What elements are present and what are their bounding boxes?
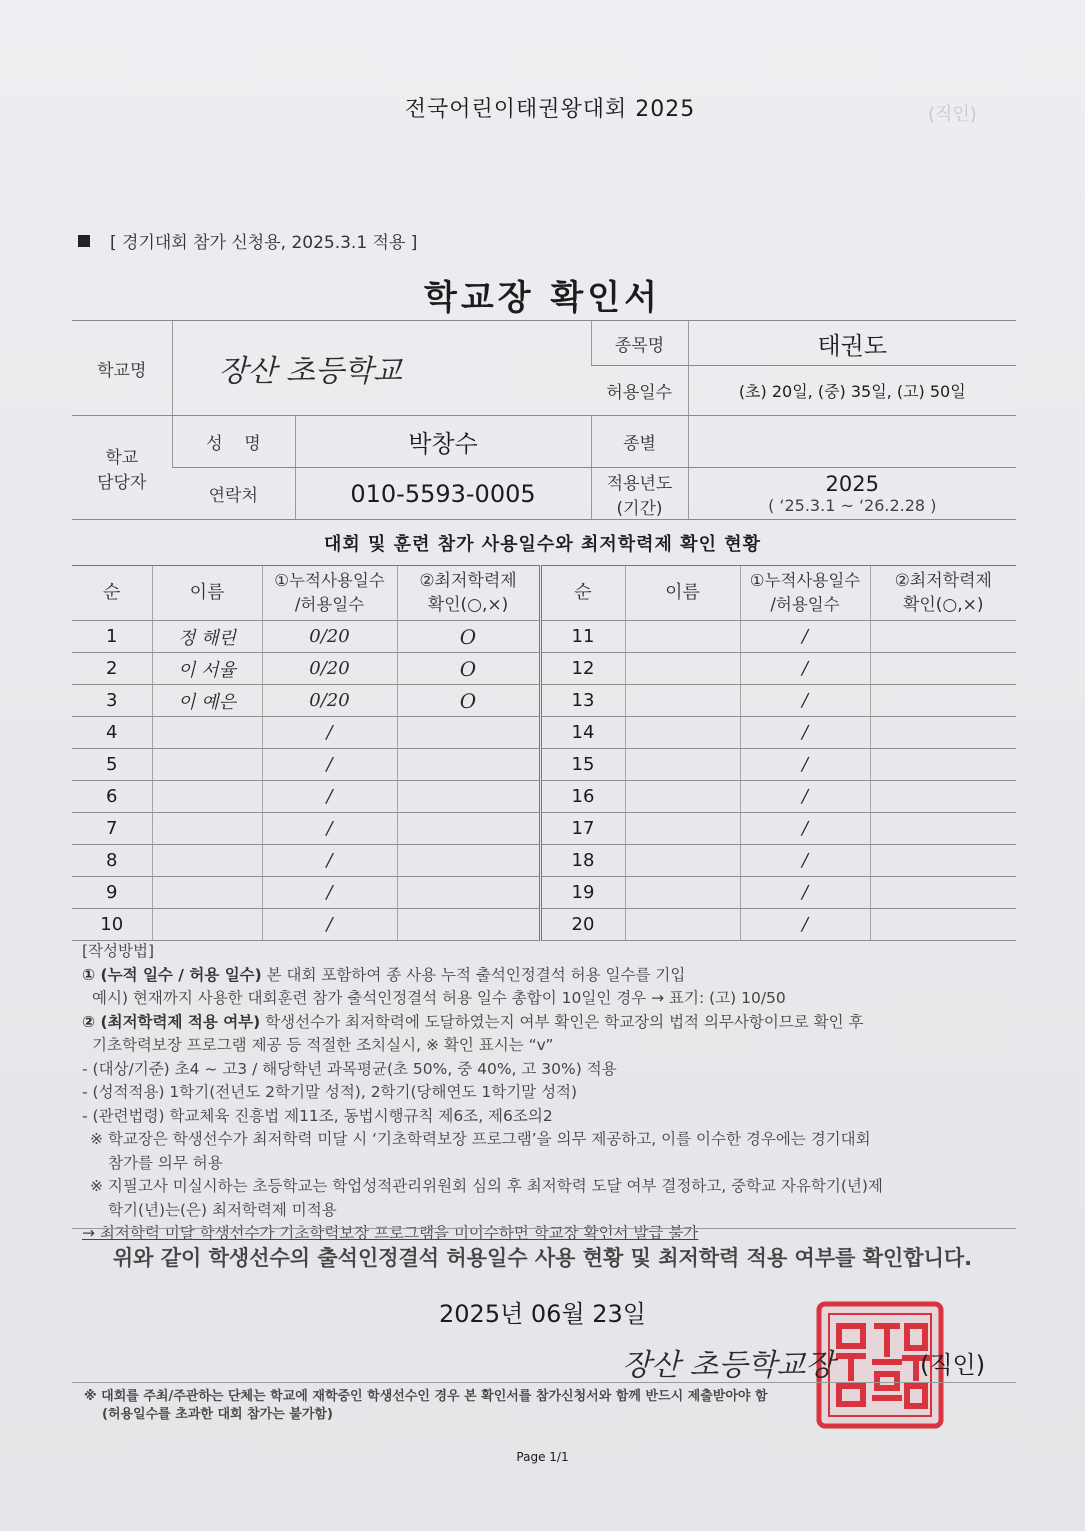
- row-number: 10: [72, 909, 152, 941]
- footer-note-line1: ※ 대회를 주최/주관하는 단체는 학교에 재학중인 학생선수인 경우 본 확인서를 참가신청서와 함께 반드시 제출받아야 함: [84, 1389, 768, 1404]
- athlete-name: 이 서율: [152, 653, 262, 685]
- issue-date: 2025년 06월 23일: [439, 1300, 646, 1328]
- year-cell: [688, 468, 1016, 520]
- table-row: [72, 845, 1016, 877]
- row-number: 19: [540, 877, 625, 909]
- roster-header-row: [72, 566, 1016, 621]
- min-academic-check: [397, 717, 540, 749]
- school-info-table: [72, 320, 1016, 520]
- days-used: /: [740, 813, 870, 845]
- min-academic-check: [870, 813, 1016, 845]
- row-number: 6: [72, 781, 152, 813]
- phone-cell: [295, 468, 591, 520]
- note-2-title: ② (최저학력제 적용 여부): [82, 1012, 261, 1031]
- athlete-name: 정 해린: [152, 621, 262, 653]
- footer-note: [84, 1388, 1014, 1424]
- confirmation-statement: 위와 같이 학생선수의 출석인정결석 허용일수 사용 현황 및 최저학력 적용 여부를 확인합니다.: [112, 1246, 973, 1270]
- min-academic-check: O: [397, 653, 540, 685]
- days-used: /: [740, 781, 870, 813]
- athlete-name: [152, 845, 262, 877]
- row-number: 7: [72, 813, 152, 845]
- min-academic-check: [870, 845, 1016, 877]
- days-used: /: [262, 717, 397, 749]
- year-label-line1: 적용년도: [606, 473, 673, 494]
- note-2: [82, 1011, 1012, 1035]
- writing-instructions: [82, 940, 1012, 1246]
- athlete-name: [625, 877, 740, 909]
- roster-header-no-right: 순: [540, 566, 625, 621]
- row-number: 5: [72, 749, 152, 781]
- athlete-name: [625, 845, 740, 877]
- row-number: 17: [540, 813, 625, 845]
- document-title: 학교장 확인서: [424, 278, 661, 318]
- days-used: /: [740, 749, 870, 781]
- name-cell: [295, 416, 591, 468]
- table-row: [72, 781, 1016, 813]
- athlete-name: [625, 685, 740, 717]
- row-number: 20: [540, 909, 625, 941]
- days-used: /: [740, 877, 870, 909]
- days-used: /: [262, 749, 397, 781]
- school-name-value: 장산 초등학교: [218, 354, 402, 389]
- athlete-name: [625, 717, 740, 749]
- note-grades: - (성적적용) 1학기(전년도 2학기말 성적), 2학기(당해연도 1학기말 성적): [82, 1083, 578, 1101]
- roster-header-check-right-line1: ②최저학력제: [894, 571, 992, 591]
- roster-header-days: [262, 566, 397, 621]
- roster-header-check-line2: 확인(○,×): [427, 595, 509, 615]
- athlete-name: [625, 621, 740, 653]
- table-row: [72, 621, 1016, 653]
- days-used: /: [740, 717, 870, 749]
- days-used: 0/20: [262, 653, 397, 685]
- contact-person-label: [72, 416, 172, 520]
- row-number: 18: [540, 845, 625, 877]
- bleed-through-text: (직인): [928, 104, 977, 125]
- days-used: 0/20: [262, 685, 397, 717]
- row-number: 2: [72, 653, 152, 685]
- name-label: 성 명: [172, 416, 295, 468]
- row-number: 12: [540, 653, 625, 685]
- min-academic-check: [397, 877, 540, 909]
- athlete-name: [625, 781, 740, 813]
- athlete-name: [152, 781, 262, 813]
- footer-note-line2: (허용일수를 초과한 대회 참가는 불가함): [102, 1407, 333, 1422]
- days-used: 0/20: [262, 621, 397, 653]
- days-used: /: [740, 621, 870, 653]
- name-value: 박창수: [408, 430, 478, 458]
- min-academic-check: [397, 845, 540, 877]
- note-1-text: 본 대회 포함하여 종 사용 누적 출석인정결석 허용 일수를 기입: [261, 965, 686, 984]
- document-label-text: [ 경기대회 참가 신청용, 2025.3.1 적용 ]: [110, 233, 418, 253]
- gender-label: 종별: [591, 416, 688, 468]
- athlete-name: [625, 749, 740, 781]
- year-value: 2025: [825, 472, 879, 496]
- square-bullet-icon: [78, 235, 90, 247]
- athlete-name: 이 예은: [152, 685, 262, 717]
- min-academic-check: O: [397, 621, 540, 653]
- days-used: /: [262, 909, 397, 941]
- note-principal-cont: 참가를 의무 허용: [108, 1153, 223, 1172]
- note-issuance: → 최저학력 미달 학생선수가 기초학력보장 프로그램을 미이수하면 학교장 확인서 발급 불가: [82, 1224, 699, 1242]
- table-row: [72, 909, 1016, 941]
- min-academic-check: [870, 877, 1016, 909]
- row-number: 8: [72, 845, 152, 877]
- section-title: 대회 및 훈련 참가 사용일수와 최저학력제 확인 현황: [323, 534, 761, 555]
- seal-label: (직인): [920, 1351, 986, 1379]
- row-number: 4: [72, 717, 152, 749]
- athlete-name: [152, 909, 262, 941]
- roster-header-days-right: [740, 566, 870, 621]
- roster-header-check-right: [870, 566, 1016, 621]
- note-1: [82, 964, 1012, 988]
- days-used: /: [262, 813, 397, 845]
- roster-header-days-line1: ①누적사용일수: [274, 571, 385, 590]
- min-academic-check: [870, 717, 1016, 749]
- document-label: [78, 228, 417, 253]
- page-number: Page 1/1: [516, 1450, 569, 1464]
- days-used: /: [262, 781, 397, 813]
- days-used: /: [262, 845, 397, 877]
- table-row: [72, 685, 1016, 717]
- min-academic-check: [870, 653, 1016, 685]
- table-row: [72, 717, 1016, 749]
- roster-body: [72, 621, 1016, 941]
- note-elementary: ※ 지필고사 미실시하는 초등학교는 학업성적관리위원회 심의 후 최저학력 도달 여부 결정하고, 중학교 자유학기(년)제: [90, 1177, 883, 1195]
- phone-value: 010-5593-0005: [350, 479, 536, 508]
- event-label: 종목명: [591, 321, 688, 366]
- note-1-title: ① (누적 일수 / 허용 일수): [82, 965, 262, 984]
- days-used: /: [740, 685, 870, 717]
- note-2-text: 학생선수가 최저학력에 도달하였는지 여부 확인은 학교장의 법적 의무사항이므로 확인 후: [260, 1012, 864, 1031]
- row-number: 15: [540, 749, 625, 781]
- divider: [72, 1228, 1016, 1229]
- days-used: /: [740, 909, 870, 941]
- roster-header-name: 이름: [152, 566, 262, 621]
- roster-header-no: 순: [72, 566, 152, 621]
- phone-label: 연락처: [172, 468, 295, 520]
- note-2-cont: 기초학력보장 프로그램 제공 등 적절한 조치실시, ※ 확인 표시는 “v”: [92, 1036, 554, 1054]
- athlete-name: [152, 717, 262, 749]
- row-number: 3: [72, 685, 152, 717]
- roster-header-days-right-line1: ①누적사용일수: [749, 571, 861, 590]
- min-academic-check: [870, 749, 1016, 781]
- days-used: /: [740, 845, 870, 877]
- roster-header-name-right: 이름: [625, 566, 740, 621]
- footer-divider: [72, 1382, 1016, 1383]
- days-used: /: [262, 877, 397, 909]
- min-academic-check: O: [397, 685, 540, 717]
- min-academic-check: [870, 685, 1016, 717]
- roster-header-check: [397, 566, 540, 621]
- gender-value: [688, 416, 1016, 468]
- school-name-cell: [172, 321, 591, 416]
- athlete-name: [625, 653, 740, 685]
- event-title: 전국어린이태권왕대회 2025: [404, 97, 696, 122]
- contact-person-label-line2: 담당자: [97, 472, 147, 493]
- contact-person-label-line1: 학교: [105, 447, 139, 468]
- table-row: [72, 653, 1016, 685]
- min-academic-check: [870, 909, 1016, 941]
- table-row: [72, 813, 1016, 845]
- year-label-line2: (기간): [616, 498, 663, 519]
- event-cell: [688, 321, 1016, 366]
- athlete-name: [152, 749, 262, 781]
- min-academic-check: [397, 813, 540, 845]
- note-elementary-cont: 학기(년)는(은) 최저학력제 미적용: [108, 1200, 337, 1219]
- athlete-name: [152, 877, 262, 909]
- roster-table: [72, 565, 1016, 941]
- roster-header-check-line1: ②최저학력제: [419, 571, 517, 591]
- notes-heading: [작성방법]: [82, 942, 154, 960]
- min-academic-check: [397, 781, 540, 813]
- row-number: 13: [540, 685, 625, 717]
- min-academic-check: [870, 781, 1016, 813]
- athlete-name: [625, 813, 740, 845]
- table-row: [72, 749, 1016, 781]
- athlete-name: [152, 813, 262, 845]
- year-label: [591, 468, 688, 520]
- roster-header-days-right-line2: /허용일수: [770, 595, 840, 614]
- note-principal: ※ 학교장은 학생선수가 최저학력 미달 시 ‘기초학력보장 프로그램’을 의무 제공하고, 이를 이수한 경우에는 경기대회: [90, 1130, 871, 1148]
- min-academic-check: [870, 621, 1016, 653]
- note-target: - (대상/기준) 초4 ~ 고3 / 해당학년 과목평균(초 50%, 중 40%, 고 30%) 적용: [82, 1059, 617, 1078]
- athlete-name: [625, 909, 740, 941]
- row-number: 11: [540, 621, 625, 653]
- note-law: - (관련법령) 학교체육 진흥법 제11조, 동법시행규칙 제6조, 제6조의2: [82, 1106, 553, 1125]
- allowed-days-value: (초) 20일, (중) 35일, (고) 50일: [688, 366, 1016, 416]
- event-value: 태권도: [817, 331, 888, 360]
- note-1-example: 예시) 현재까지 사용한 대회훈련 참가 출석인정결석 허용 일수 총합이 10일인 경우 → 표기: (고) 10/50: [92, 989, 786, 1007]
- roster-header-check-right-line2: 확인(○,×): [902, 595, 984, 615]
- row-number: 16: [540, 781, 625, 813]
- days-used: /: [740, 653, 870, 685]
- principal-signature: 장산 초등학교장: [622, 1348, 835, 1383]
- row-number: 14: [540, 717, 625, 749]
- roster-header-days-line2: /허용일수: [294, 595, 365, 614]
- row-number: 1: [72, 621, 152, 653]
- table-row: [72, 877, 1016, 909]
- school-name-label: 학교명: [72, 321, 172, 416]
- row-number: 9: [72, 877, 152, 909]
- year-period: ( ‘25.3.1 ~ ‘26.2.28 ): [768, 496, 937, 515]
- min-academic-check: [397, 909, 540, 941]
- allowed-days-label: 허용일수: [591, 366, 688, 416]
- min-academic-check: [397, 749, 540, 781]
